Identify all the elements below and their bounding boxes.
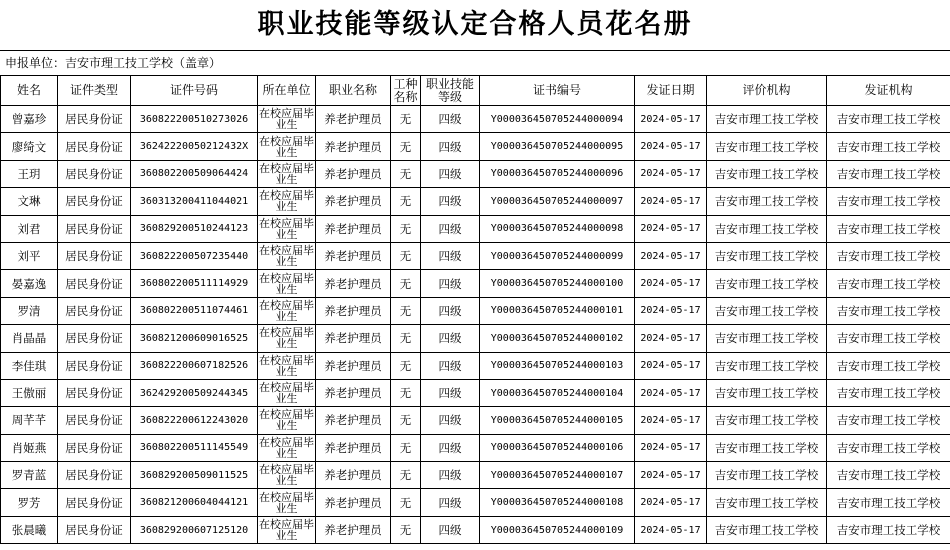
cell-unit: 在校应届毕业生 — [259, 435, 314, 460]
cell-evaluator: 吉安市理工技工学校 — [707, 434, 827, 461]
cell-cert-number: Y000036450705244000098 — [480, 215, 635, 242]
cell-job-type: 无 — [391, 325, 421, 352]
cell-unit: 在校应届毕业生 — [259, 353, 314, 378]
cell-occupation: 养老护理员 — [316, 407, 391, 434]
cell-id-number: 360821200609016525 — [131, 325, 258, 352]
cell-evaluator: 吉安市理工技工学校 — [707, 215, 827, 242]
cell-unit: 在校应届毕业生 — [259, 216, 314, 241]
cell-evaluator: 吉安市理工技工学校 — [707, 407, 827, 434]
cell-id-number: 360802200509064424 — [131, 160, 258, 187]
table-row — [1, 325, 950, 352]
cell-id-type: 居民身份证 — [58, 379, 131, 406]
cell-job-type: 无 — [391, 242, 421, 269]
header-id-type: 证件类型 — [58, 76, 131, 106]
cell-name: 肖晶晶 — [1, 325, 58, 352]
cell-issue-date: 2024-05-17 — [635, 325, 707, 352]
cell-occupation: 养老护理员 — [316, 489, 391, 516]
cell-id-type: 居民身份证 — [58, 489, 131, 516]
cell-cert-number: Y000036450705244000095 — [480, 133, 635, 160]
cell-issue-date: 2024-05-17 — [635, 462, 707, 489]
cell-id-type: 居民身份证 — [58, 215, 131, 242]
cell-skill-level: 四级 — [421, 270, 480, 297]
cell-cert-number: Y000036450705244000102 — [480, 325, 635, 352]
cell-id-number: 362429200509244345 — [131, 379, 258, 406]
cell-skill-level: 四级 — [421, 242, 480, 269]
cell-id-type: 居民身份证 — [58, 516, 131, 543]
cell-skill-level: 四级 — [421, 516, 480, 543]
cell-name: 刘平 — [1, 242, 58, 269]
cell-evaluator: 吉安市理工技工学校 — [707, 516, 827, 543]
cell-name: 王傲丽 — [1, 379, 58, 406]
table-row — [1, 489, 950, 516]
cell-id-number: 360822200612243020 — [131, 407, 258, 434]
cell-evaluator: 吉安市理工技工学校 — [707, 489, 827, 516]
cell-unit: 在校应届毕业生 — [259, 408, 314, 433]
cell-unit: 在校应届毕业生 — [259, 244, 314, 269]
cell-issue-date: 2024-05-17 — [635, 242, 707, 269]
table-row — [1, 407, 950, 434]
cell-job-type: 无 — [391, 489, 421, 516]
cell-skill-level: 四级 — [421, 133, 480, 160]
cell-unit: 在校应届毕业生 — [259, 298, 314, 323]
cell-job-type: 无 — [391, 160, 421, 187]
cell-id-type: 居民身份证 — [58, 160, 131, 187]
cell-cert-number: Y000036450705244000107 — [480, 462, 635, 489]
cell-cert-number: Y000036450705244000100 — [480, 270, 635, 297]
cell-evaluator: 吉安市理工技工学校 — [707, 379, 827, 406]
table-row — [1, 516, 950, 543]
cell-evaluator: 吉安市理工技工学校 — [707, 188, 827, 215]
cell-id-number: 360822200510273026 — [131, 106, 258, 133]
cell-evaluator: 吉安市理工技工学校 — [707, 462, 827, 489]
cell-unit: 在校应届毕业生 — [259, 107, 314, 132]
cell-issue-date: 2024-05-17 — [635, 133, 707, 160]
cell-job-type: 无 — [391, 516, 421, 543]
cell-skill-level: 四级 — [421, 215, 480, 242]
table-row — [1, 352, 950, 379]
cell-skill-level: 四级 — [421, 434, 480, 461]
cell-cert-number: Y000036450705244000105 — [480, 407, 635, 434]
cell-issue-date: 2024-05-17 — [635, 489, 707, 516]
header-occupation: 职业名称 — [316, 76, 391, 106]
cell-evaluator: 吉安市理工技工学校 — [707, 325, 827, 352]
cell-cert-number: Y000036450705244000103 — [480, 352, 635, 379]
cell-issue-date: 2024-05-17 — [635, 297, 707, 324]
cell-evaluator: 吉安市理工技工学校 — [707, 160, 827, 187]
cell-name: 王玥 — [1, 160, 58, 187]
cell-evaluator: 吉安市理工技工学校 — [707, 297, 827, 324]
table-row — [1, 434, 950, 461]
cell-occupation: 养老护理员 — [316, 325, 391, 352]
cell-issuer: 吉安市理工技工学校 — [827, 325, 950, 352]
cell-name: 罗清 — [1, 297, 58, 324]
table-row — [1, 462, 950, 489]
cell-skill-level: 四级 — [421, 188, 480, 215]
cell-skill-level: 四级 — [421, 489, 480, 516]
cell-evaluator: 吉安市理工技工学校 — [707, 270, 827, 297]
cell-name: 张晨曦 — [1, 516, 58, 543]
cell-id-type: 居民身份证 — [58, 133, 131, 160]
cell-name: 曾嘉珍 — [1, 106, 58, 133]
cell-id-number: 360829200509011525 — [131, 462, 258, 489]
cell-issue-date: 2024-05-17 — [635, 270, 707, 297]
cell-occupation: 养老护理员 — [316, 133, 391, 160]
document-title: 职业技能等级认定合格人员花名册 — [257, 9, 693, 40]
cell-id-number: 360802200511145549 — [131, 434, 258, 461]
cell-unit: 在校应届毕业生 — [259, 326, 314, 351]
cell-skill-level: 四级 — [421, 407, 480, 434]
cell-job-type: 无 — [391, 379, 421, 406]
cell-id-number: 360829200607125120 — [131, 516, 258, 543]
cell-occupation: 养老护理员 — [316, 379, 391, 406]
header-skill-level: 职业技能等级 — [421, 76, 480, 106]
cell-occupation: 养老护理员 — [316, 270, 391, 297]
table-row — [1, 215, 950, 242]
header-id-number: 证件号码 — [131, 76, 258, 106]
cell-name: 罗青蓝 — [1, 462, 58, 489]
cell-issuer: 吉安市理工技工学校 — [827, 242, 950, 269]
table-row — [1, 188, 950, 215]
cell-unit: 在校应届毕业生 — [259, 161, 314, 186]
cell-occupation: 养老护理员 — [316, 215, 391, 242]
cell-unit: 在校应届毕业生 — [259, 518, 314, 543]
roster-body — [1, 106, 950, 544]
table-row — [1, 242, 950, 269]
cell-issuer: 吉安市理工技工学校 — [827, 379, 950, 406]
cell-issuer: 吉安市理工技工学校 — [827, 188, 950, 215]
cell-name: 李佳琪 — [1, 352, 58, 379]
header-cert-number: 证书编号 — [480, 76, 635, 106]
cell-occupation: 养老护理员 — [316, 106, 391, 133]
cell-cert-number: Y000036450705244000099 — [480, 242, 635, 269]
cell-id-type: 居民身份证 — [58, 434, 131, 461]
cell-skill-level: 四级 — [421, 106, 480, 133]
cell-job-type: 无 — [391, 188, 421, 215]
header-name: 姓名 — [1, 76, 58, 106]
header-issue-date: 发证日期 — [635, 76, 707, 106]
cell-cert-number: Y000036450705244000101 — [480, 297, 635, 324]
cell-evaluator: 吉安市理工技工学校 — [707, 106, 827, 133]
cell-cert-number: Y000036450705244000094 — [480, 106, 635, 133]
cell-occupation: 养老护理员 — [316, 242, 391, 269]
cell-id-number: 360802200511074461 — [131, 297, 258, 324]
header-job-type: 工种名称 — [391, 76, 421, 106]
cell-job-type: 无 — [391, 407, 421, 434]
cell-issuer: 吉安市理工技工学校 — [827, 106, 950, 133]
cell-cert-number: Y000036450705244000106 — [480, 434, 635, 461]
cell-id-type: 居民身份证 — [58, 270, 131, 297]
cell-unit: 在校应届毕业生 — [259, 271, 314, 296]
cell-id-type: 居民身份证 — [58, 106, 131, 133]
cell-evaluator: 吉安市理工技工学校 — [707, 133, 827, 160]
cell-issuer: 吉安市理工技工学校 — [827, 489, 950, 516]
cell-name: 罗芳 — [1, 489, 58, 516]
header-evaluator: 评价机构 — [707, 76, 827, 106]
cell-skill-level: 四级 — [421, 379, 480, 406]
cell-issue-date: 2024-05-17 — [635, 215, 707, 242]
cell-name: 肖姬燕 — [1, 434, 58, 461]
table-row — [1, 297, 950, 324]
cell-id-type: 居民身份证 — [58, 462, 131, 489]
cell-evaluator: 吉安市理工技工学校 — [707, 352, 827, 379]
cell-id-number: 360822200507235440 — [131, 242, 258, 269]
cell-id-type: 居民身份证 — [58, 407, 131, 434]
cell-issuer: 吉安市理工技工学校 — [827, 352, 950, 379]
table-row — [1, 379, 950, 406]
cell-issuer: 吉安市理工技工学校 — [827, 407, 950, 434]
cell-issuer: 吉安市理工技工学校 — [827, 133, 950, 160]
cell-name: 文琳 — [1, 188, 58, 215]
cell-unit: 在校应届毕业生 — [259, 134, 314, 159]
cell-cert-number: Y000036450705244000104 — [480, 379, 635, 406]
cell-issue-date: 2024-05-17 — [635, 352, 707, 379]
cell-unit: 在校应届毕业生 — [259, 490, 314, 515]
table-row — [1, 133, 950, 160]
cell-occupation: 养老护理员 — [316, 352, 391, 379]
cell-skill-level: 四级 — [421, 325, 480, 352]
cell-id-number: 360802200511114929 — [131, 270, 258, 297]
cell-name: 廖绮文 — [1, 133, 58, 160]
cell-job-type: 无 — [391, 352, 421, 379]
cell-job-type: 无 — [391, 133, 421, 160]
cell-occupation: 养老护理员 — [316, 188, 391, 215]
cell-issue-date: 2024-05-17 — [635, 379, 707, 406]
cell-issue-date: 2024-05-17 — [635, 516, 707, 543]
cell-id-number: 360313200411044021 — [131, 188, 258, 215]
cell-skill-level: 四级 — [421, 160, 480, 187]
cell-issuer: 吉安市理工技工学校 — [827, 270, 950, 297]
cell-skill-level: 四级 — [421, 297, 480, 324]
cell-skill-level: 四级 — [421, 462, 480, 489]
cell-unit: 在校应届毕业生 — [259, 463, 314, 488]
cell-name: 刘君 — [1, 215, 58, 242]
roster-table — [0, 75, 950, 544]
cell-cert-number: Y000036450705244000097 — [480, 188, 635, 215]
cell-occupation: 养老护理员 — [316, 516, 391, 543]
cell-issue-date: 2024-05-17 — [635, 434, 707, 461]
cell-id-number: 360829200510244123 — [131, 215, 258, 242]
table-row — [1, 160, 950, 187]
cell-job-type: 无 — [391, 270, 421, 297]
table-row — [1, 106, 950, 133]
cell-unit: 在校应届毕业生 — [259, 381, 314, 406]
cell-issue-date: 2024-05-17 — [635, 160, 707, 187]
cell-id-type: 居民身份证 — [58, 242, 131, 269]
cell-name: 周芊芊 — [1, 407, 58, 434]
cell-evaluator: 吉安市理工技工学校 — [707, 242, 827, 269]
cell-cert-number: Y000036450705244000109 — [480, 516, 635, 543]
cell-id-type: 居民身份证 — [58, 325, 131, 352]
cell-occupation: 养老护理员 — [316, 160, 391, 187]
cell-unit: 在校应届毕业生 — [259, 189, 314, 214]
cell-issue-date: 2024-05-17 — [635, 106, 707, 133]
cell-cert-number: Y000036450705244000108 — [480, 489, 635, 516]
cell-id-type: 居民身份证 — [58, 188, 131, 215]
cell-issuer: 吉安市理工技工学校 — [827, 516, 950, 543]
cell-occupation: 养老护理员 — [316, 434, 391, 461]
cell-job-type: 无 — [391, 215, 421, 242]
cell-issuer: 吉安市理工技工学校 — [827, 462, 950, 489]
cell-id-number: 360821200604044121 — [131, 489, 258, 516]
cell-id-type: 居民身份证 — [58, 352, 131, 379]
table-row — [1, 270, 950, 297]
cell-name: 晏嘉逸 — [1, 270, 58, 297]
cell-issue-date: 2024-05-17 — [635, 188, 707, 215]
cell-job-type: 无 — [391, 462, 421, 489]
cell-skill-level: 四级 — [421, 352, 480, 379]
cell-id-number: 36242220050212432X — [131, 133, 258, 160]
cell-id-type: 居民身份证 — [58, 297, 131, 324]
cell-job-type: 无 — [391, 297, 421, 324]
header-unit: 所在单位 — [258, 76, 316, 106]
applicant-unit-label: 申报单位：吉安市理工技工学校（盖章） — [0, 50, 950, 75]
cell-job-type: 无 — [391, 106, 421, 133]
cell-issuer: 吉安市理工技工学校 — [827, 434, 950, 461]
cell-issuer: 吉安市理工技工学校 — [827, 297, 950, 324]
cell-id-number: 360822200607182526 — [131, 352, 258, 379]
cell-occupation: 养老护理员 — [316, 297, 391, 324]
header-issuer: 发证机构 — [827, 76, 950, 106]
cell-occupation: 养老护理员 — [316, 462, 391, 489]
cell-issuer: 吉安市理工技工学校 — [827, 160, 950, 187]
cell-cert-number: Y000036450705244000096 — [480, 160, 635, 187]
cell-issuer: 吉安市理工技工学校 — [827, 215, 950, 242]
cell-issue-date: 2024-05-17 — [635, 407, 707, 434]
table-header-row — [1, 76, 950, 106]
cell-job-type: 无 — [391, 434, 421, 461]
